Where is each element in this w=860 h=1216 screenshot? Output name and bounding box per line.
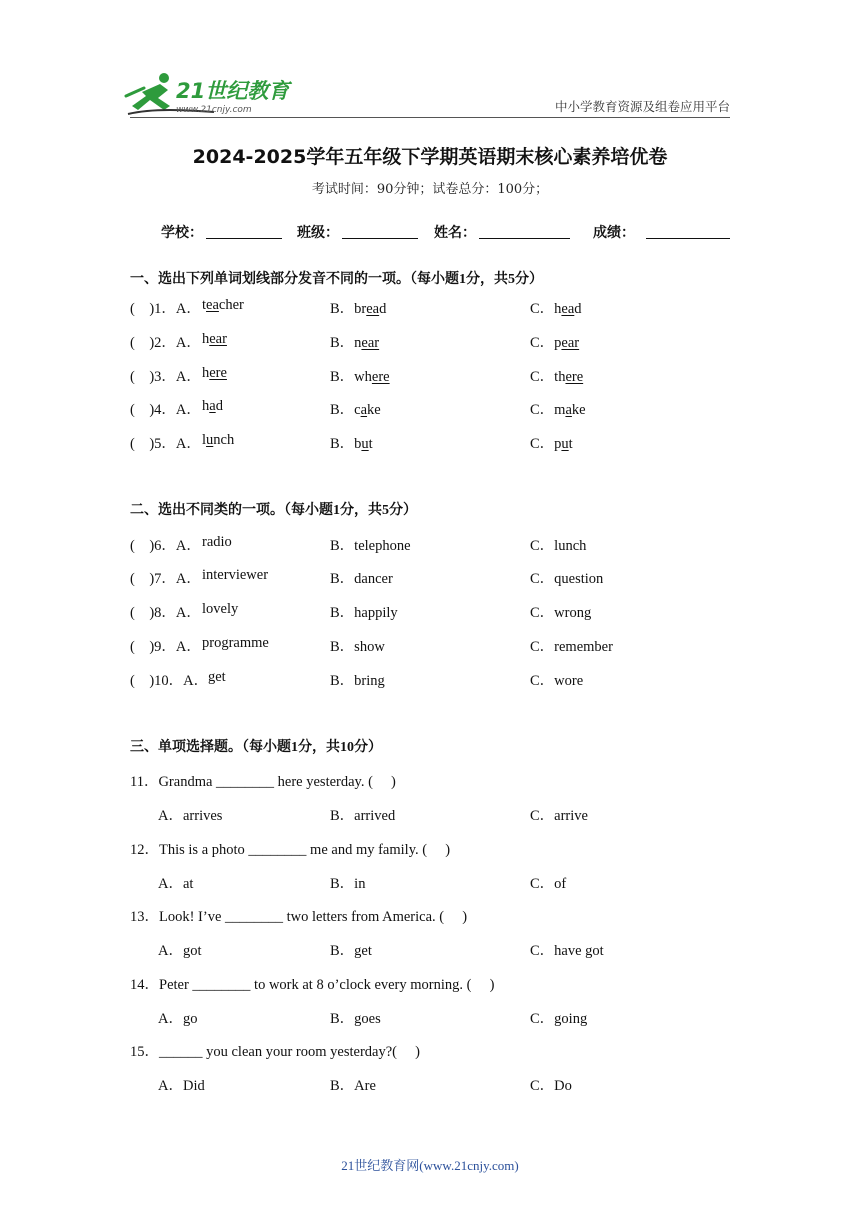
score-blank bbox=[646, 238, 730, 239]
score-label: 成绩： bbox=[593, 225, 635, 241]
question-row-7: ( )7．A． interviewer B．dancer C．question bbox=[130, 567, 604, 587]
question-13: 13．Look! I’ve ________ two letters from America. ( ) bbox=[130, 909, 468, 925]
options-15: A．Did B．Are C．Do bbox=[158, 1078, 572, 1094]
school-label: 学校： bbox=[161, 225, 203, 241]
question-11: 11．Grandma ________ here yesterday. ( ) bbox=[130, 774, 396, 790]
exam-subtitle: 考试时间：90分钟；试卷总分：100分； bbox=[311, 182, 549, 197]
question-15: 15．______ you clean your room yesterday?( ) bbox=[130, 1044, 420, 1060]
name-blank bbox=[479, 238, 570, 239]
question-14: 14．Peter ________ to work at 8 o’clock every morning. ( ) bbox=[130, 977, 495, 993]
question-row-8: ( )8．A． lovely B．happily C．wrong bbox=[130, 601, 592, 621]
exam-title: 2024-2025学年五年级下学期英语期末核心素养培优卷 bbox=[192, 146, 668, 168]
name-label: 姓名： bbox=[434, 225, 476, 241]
question-row-1: ( )1．A． teacher B．bread C．head bbox=[130, 297, 582, 317]
options-14: A．go B．goes C．going bbox=[158, 1011, 588, 1027]
options-13: A．got B．get C．have got bbox=[158, 943, 604, 959]
question-row-9: ( )9．A． programme B．show C．remember bbox=[130, 635, 613, 655]
question-row-4: ( )4．A． had B．cake C．make bbox=[130, 398, 586, 418]
header-divider bbox=[130, 117, 730, 118]
footer-link[interactable]: 21世纪教育网(www.21cnjy.com) bbox=[341, 1158, 519, 1173]
question-row-10: ( )10．A． get B．bring C．wore bbox=[130, 669, 584, 689]
options-11: A．arrives B．arrived C．arrive bbox=[158, 808, 588, 824]
question-row-5: ( )5．A． lunch B．but C．put bbox=[130, 432, 573, 452]
question-row-2: ( )2．A． hear B．near C．pear bbox=[130, 331, 580, 351]
class-blank bbox=[342, 238, 418, 239]
logo-text: 21世纪教育 bbox=[176, 79, 290, 103]
logo-url: www.21cnjy.com bbox=[176, 105, 252, 115]
options-12: A．at B．in C．of bbox=[158, 876, 567, 892]
section-1-heading: 一、选出下列单词划线部分发音不同的一项。（每小题1分，共5分） bbox=[130, 271, 543, 287]
platform-name: 中小学教育资源及组卷应用平台 bbox=[554, 99, 730, 114]
school-blank bbox=[206, 238, 282, 239]
section-3-heading: 三、单项选择题。（每小题1分，共10分） bbox=[130, 739, 382, 755]
class-label: 班级： bbox=[297, 225, 339, 241]
question-row-3: ( )3．A． here B．where C．there bbox=[130, 365, 584, 385]
question-row-6: ( )6．A． radio B．telephone C．lunch bbox=[130, 534, 587, 554]
question-12: 12．This is a photo ________ me and my family. ( ) bbox=[130, 842, 451, 858]
logo-21cnjy bbox=[124, 70, 294, 118]
section-2-heading: 二、选出不同类的一项。（每小题1分，共5分） bbox=[130, 502, 417, 518]
